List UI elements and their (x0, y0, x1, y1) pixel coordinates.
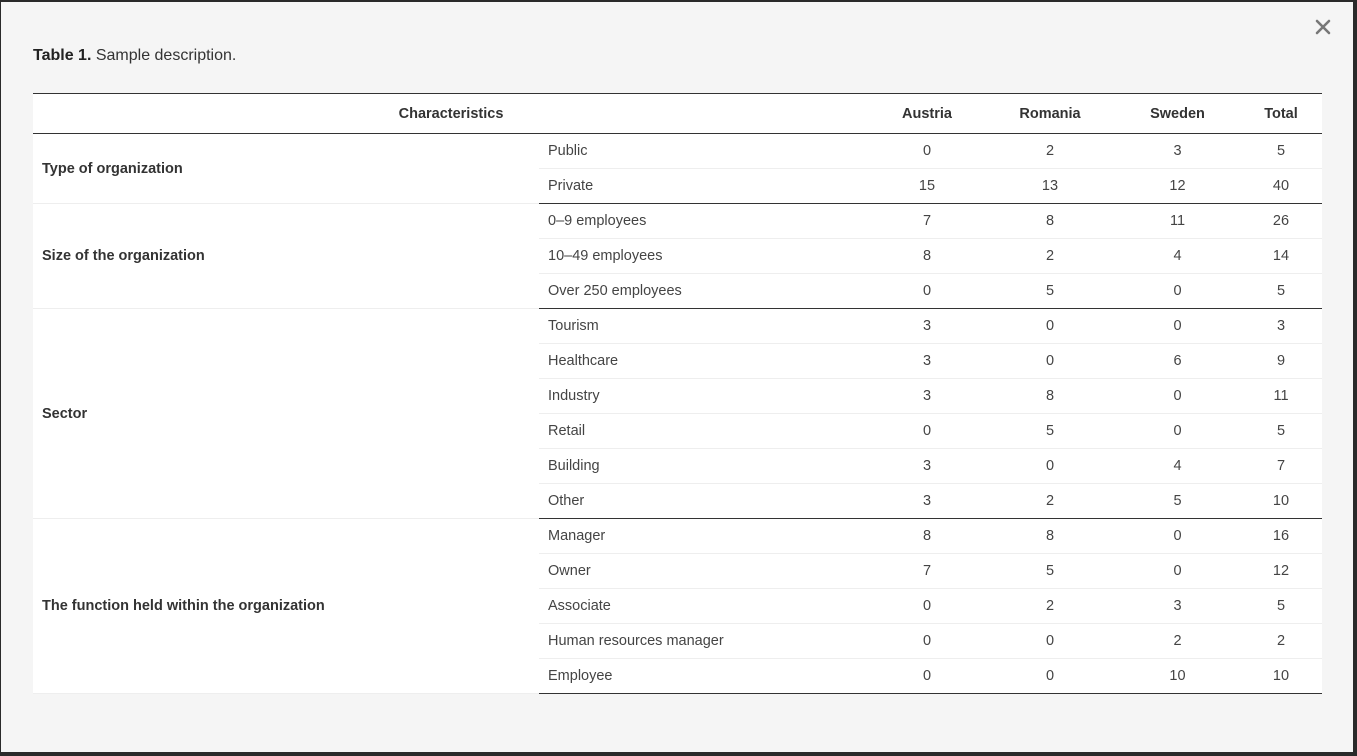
total-value: 5 (1240, 589, 1322, 624)
row-label: Retail (539, 414, 869, 449)
total-value: 9 (1240, 344, 1322, 379)
sweden-value: 2 (1115, 624, 1240, 659)
row-label: Associate (539, 589, 869, 624)
table-modal (1, 2, 1353, 752)
austria-value: 7 (869, 204, 985, 239)
col-header-sweden: Sweden (1115, 94, 1240, 134)
austria-value: 0 (869, 274, 985, 309)
austria-value: 0 (869, 414, 985, 449)
row-label: Tourism (539, 309, 869, 344)
romania-value: 2 (985, 589, 1115, 624)
total-value: 10 (1240, 659, 1322, 694)
sweden-value: 0 (1115, 414, 1240, 449)
sweden-value: 0 (1115, 309, 1240, 344)
romania-value: 0 (985, 449, 1115, 484)
sweden-value: 4 (1115, 239, 1240, 274)
row-label: Human resources manager (539, 624, 869, 659)
row-label: Employee (539, 659, 869, 694)
total-value: 5 (1240, 274, 1322, 309)
sample-description-table (33, 93, 1322, 694)
romania-value: 2 (985, 134, 1115, 169)
total-value: 26 (1240, 204, 1322, 239)
table-row (33, 134, 1322, 169)
row-label: 0–9 employees (539, 204, 869, 239)
group-label: Type of organization (33, 134, 539, 204)
group-label: The function held within the organization (33, 519, 539, 694)
sweden-value: 0 (1115, 379, 1240, 414)
row-label: Industry (539, 379, 869, 414)
sweden-value: 3 (1115, 134, 1240, 169)
romania-value: 13 (985, 169, 1115, 204)
austria-value: 3 (869, 449, 985, 484)
romania-value: 0 (985, 309, 1115, 344)
close-icon (1312, 16, 1336, 40)
romania-value: 0 (985, 344, 1115, 379)
austria-value: 3 (869, 379, 985, 414)
col-header-total: Total (1240, 94, 1322, 134)
romania-value: 8 (985, 204, 1115, 239)
sweden-value: 3 (1115, 589, 1240, 624)
total-value: 5 (1240, 134, 1322, 169)
caption-text: Sample description. (91, 47, 237, 64)
row-label: Public (539, 134, 869, 169)
total-value: 11 (1240, 379, 1322, 414)
table-caption (33, 47, 236, 65)
row-label: Over 250 employees (539, 274, 869, 309)
sweden-value: 10 (1115, 659, 1240, 694)
austria-value: 3 (869, 344, 985, 379)
romania-value: 0 (985, 659, 1115, 694)
close-button[interactable] (1312, 16, 1336, 40)
sweden-value: 6 (1115, 344, 1240, 379)
romania-value: 5 (985, 274, 1115, 309)
sweden-value: 12 (1115, 169, 1240, 204)
romania-value: 5 (985, 554, 1115, 589)
table-row (33, 309, 1322, 344)
sweden-value: 0 (1115, 519, 1240, 554)
romania-value: 5 (985, 414, 1115, 449)
row-label: Building (539, 449, 869, 484)
romania-value: 2 (985, 239, 1115, 274)
row-label: Manager (539, 519, 869, 554)
row-label: 10–49 employees (539, 239, 869, 274)
total-value: 40 (1240, 169, 1322, 204)
row-label: Healthcare (539, 344, 869, 379)
total-value: 5 (1240, 414, 1322, 449)
romania-value: 8 (985, 519, 1115, 554)
total-value: 16 (1240, 519, 1322, 554)
row-label: Other (539, 484, 869, 519)
total-value: 2 (1240, 624, 1322, 659)
austria-value: 3 (869, 484, 985, 519)
austria-value: 7 (869, 554, 985, 589)
caption-label: Table 1. (33, 47, 92, 64)
sweden-value: 4 (1115, 449, 1240, 484)
table-row (33, 204, 1322, 239)
austria-value: 0 (869, 659, 985, 694)
table-body (33, 134, 1322, 694)
total-value: 10 (1240, 484, 1322, 519)
col-header-characteristics: Characteristics (33, 94, 869, 134)
row-label: Private (539, 169, 869, 204)
austria-value: 8 (869, 239, 985, 274)
sweden-value: 0 (1115, 274, 1240, 309)
col-header-romania: Romania (985, 94, 1115, 134)
austria-value: 0 (869, 589, 985, 624)
sweden-value: 5 (1115, 484, 1240, 519)
austria-value: 8 (869, 519, 985, 554)
sweden-value: 0 (1115, 554, 1240, 589)
sweden-value: 11 (1115, 204, 1240, 239)
romania-value: 8 (985, 379, 1115, 414)
row-label: Owner (539, 554, 869, 589)
total-value: 7 (1240, 449, 1322, 484)
group-label: Sector (33, 309, 539, 519)
table-row (33, 519, 1322, 554)
table-header-row (33, 94, 1322, 134)
total-value: 12 (1240, 554, 1322, 589)
total-value: 14 (1240, 239, 1322, 274)
total-value: 3 (1240, 309, 1322, 344)
col-header-austria: Austria (869, 94, 985, 134)
romania-value: 0 (985, 624, 1115, 659)
austria-value: 0 (869, 624, 985, 659)
austria-value: 15 (869, 169, 985, 204)
austria-value: 0 (869, 134, 985, 169)
group-label: Size of the organization (33, 204, 539, 309)
romania-value: 2 (985, 484, 1115, 519)
austria-value: 3 (869, 309, 985, 344)
